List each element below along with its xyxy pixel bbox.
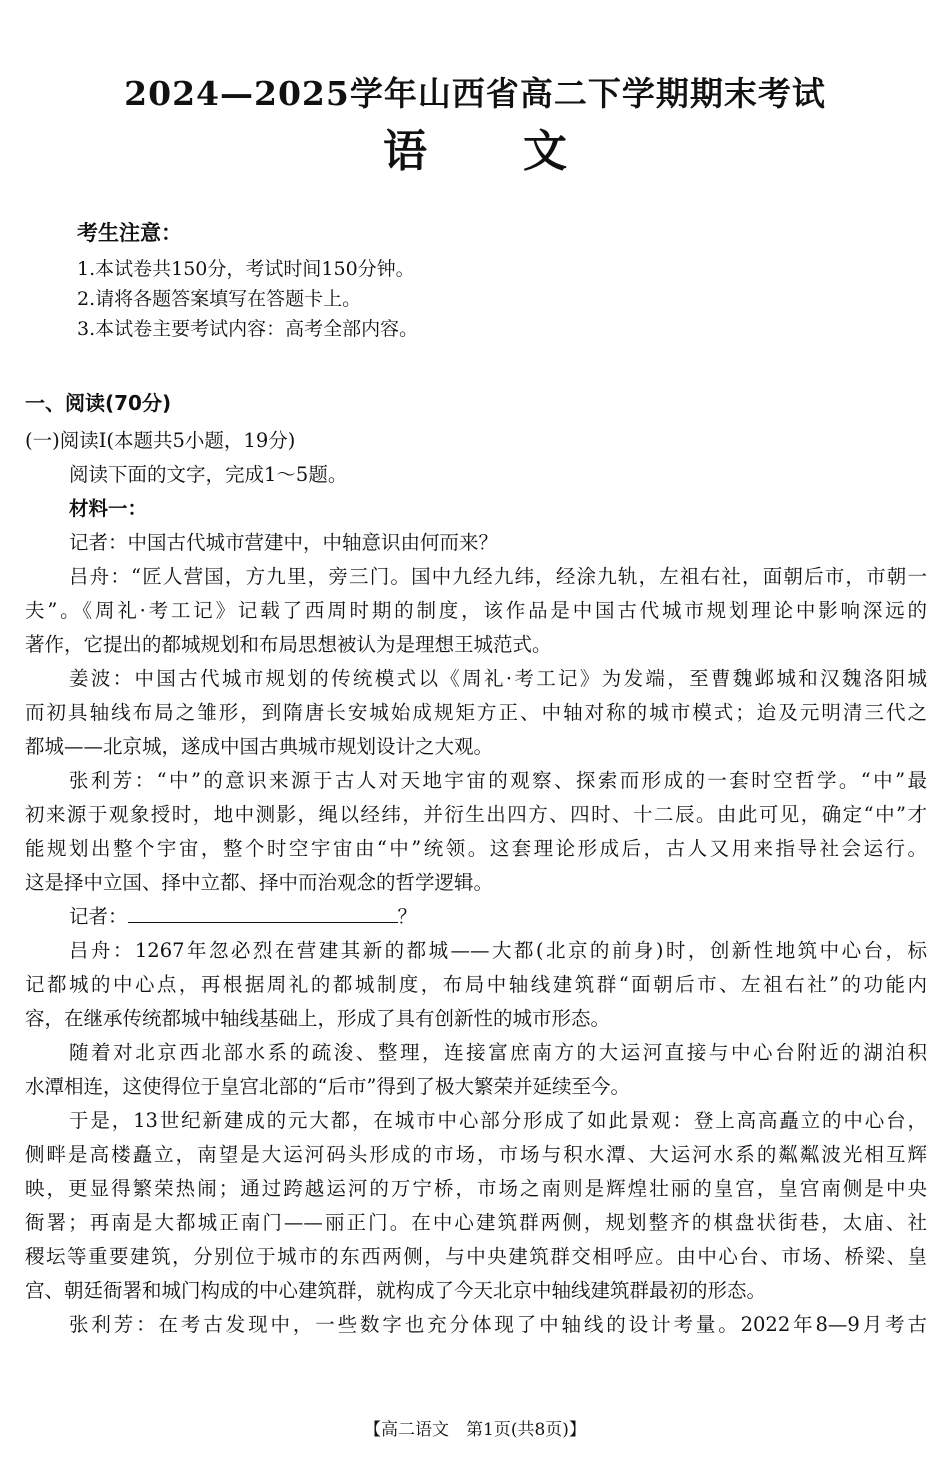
paragraph-line: 记者：中国古代城市营建中，中轴意识由何而来？ bbox=[69, 531, 499, 554]
paragraph-line: 衙署；再南是大都城正南门——丽正门。在中心建筑群两侧，规划整齐的棋盘状街巷，太庙、社 bbox=[25, 1211, 927, 1234]
notice-list bbox=[77, 254, 897, 344]
reporter-question-blank bbox=[25, 900, 927, 934]
paragraph-line: 张利芳：在考古发现中，一些数字也充分体现了中轴线的设计考量。2022年8—9月考古 bbox=[69, 1313, 927, 1336]
paragraph-line: 能规划出整个宇宙，整个时空宇宙由“中”统领。这套理论形成后，古人又用来指导社会运行。 bbox=[25, 837, 927, 860]
paragraph-line: 都城——北京城，遂成中国古典城市规划设计之大观。 bbox=[25, 735, 494, 758]
paragraph-line: 侧畔是高楼矗立，南望是大运河码头形成的市场，市场与积水潭、大运河水系的粼粼波光相互辉 bbox=[25, 1143, 927, 1166]
paragraph-line: 映，更显得繁荣热闹；通过跨越运河的万宁桥，市场之南则是辉煌壮丽的皇宫，皇宫南侧是中央 bbox=[25, 1177, 927, 1200]
paragraph-line: 于是，13世纪新建成的元大都，在城市中心部分形成了如此景观：登上高高矗立的中心台， bbox=[69, 1109, 927, 1132]
paragraph-line: 随着对北京西北部水系的疏浚、整理，连接富庶南方的大运河直接与中心台附近的湖泊积 bbox=[69, 1041, 927, 1064]
reading-instruction: 阅读下面的文字，完成1～5题。 bbox=[69, 463, 348, 486]
paragraph-line: 而初具轴线布局之雏形，到隋唐长安城始成规矩方正、中轴对称的城市模式；迨及元明清三代之 bbox=[25, 701, 927, 724]
material-label: 材料一： bbox=[69, 497, 148, 520]
answer-blank bbox=[128, 900, 398, 923]
section-subheading: (一)阅读Ⅰ(本题共5小题，19分) bbox=[25, 429, 296, 452]
paragraph-line: 稷坛等重要建筑，分别位于城市的东西两侧，与中央建筑群交相呼应。由中心台、市场、桥梁、皇 bbox=[25, 1245, 927, 1268]
notice-item: 3.本试卷主要考试内容：高考全部内容。 bbox=[77, 318, 419, 340]
paragraph-line: 夫”。《周礼·考工记》记载了西周时期的制度，该作品是中国古代城市规划理论中影响深远的 bbox=[25, 599, 927, 622]
paragraph-line: 宫、朝廷衙署和城门构成的中心建筑群，就构成了今天北京中轴线建筑群最初的形态。 bbox=[25, 1279, 767, 1302]
paragraph-line: 吕舟：“匠人营国，方九里，旁三门。国中九经九纬，经涂九轨，左祖右社，面朝后市，市朝一 bbox=[69, 565, 927, 588]
notice-heading: 考生注意： bbox=[77, 221, 182, 245]
page-footer: 【高二语文 第1页(共8页)】 bbox=[364, 1420, 586, 1440]
paragraph-line: 初来源于观象授时，地中测影，绳以经纬，并衍生出四方、四时、十二辰。由此可见，确定“中”才 bbox=[25, 803, 927, 826]
paragraph-line: 张利芳：“中”的意识来源于古人对天地宇宙的观察、探索而形成的一套时空哲学。“中”最 bbox=[69, 769, 927, 792]
paragraph-line: 著作，它提出的都城规划和布局思想被认为是理想王城范式。 bbox=[25, 633, 552, 656]
paragraph-line: 吕舟：1267年忽必烈在营建其新的都城——大都(北京的前身)时，创新性地筑中心台，标 bbox=[69, 939, 927, 962]
reading-passage bbox=[25, 424, 927, 1342]
notice-item: 1.本试卷共150分，考试时间150分钟。 bbox=[77, 258, 415, 280]
subject-title: 语文 bbox=[383, 126, 663, 177]
paragraph-line: 姜波：中国古代城市规划的传统模式以《周礼·考工记》为发端，至曹魏邺城和汉魏洛阳城 bbox=[69, 667, 927, 690]
exam-title: 2024—2025学年山西省高二下学期期末考试 bbox=[124, 74, 826, 113]
reporter-prefix: 记者： bbox=[69, 905, 128, 928]
section-heading: 一、阅读(70分) bbox=[25, 391, 172, 415]
notice-item: 2.请将各题答案填写在答题卡上。 bbox=[77, 288, 362, 310]
paragraph-line: 这是择中立国、择中立都、择中而治观念的哲学逻辑。 bbox=[25, 871, 494, 894]
paragraph-line: 容，在继承传统都城中轴线基础上，形成了具有创新性的城市形态。 bbox=[25, 1007, 611, 1030]
paragraph-line: 水潭相连，这使得位于皇宫北部的“后市”得到了极大繁荣并延续至今。 bbox=[25, 1075, 630, 1098]
paragraph-line: 记都城的中心点，再根据周礼的都城制度，布局中轴线建筑群“面朝后市、左祖右社”的功能内 bbox=[25, 973, 927, 996]
question-mark: ？ bbox=[397, 905, 418, 928]
